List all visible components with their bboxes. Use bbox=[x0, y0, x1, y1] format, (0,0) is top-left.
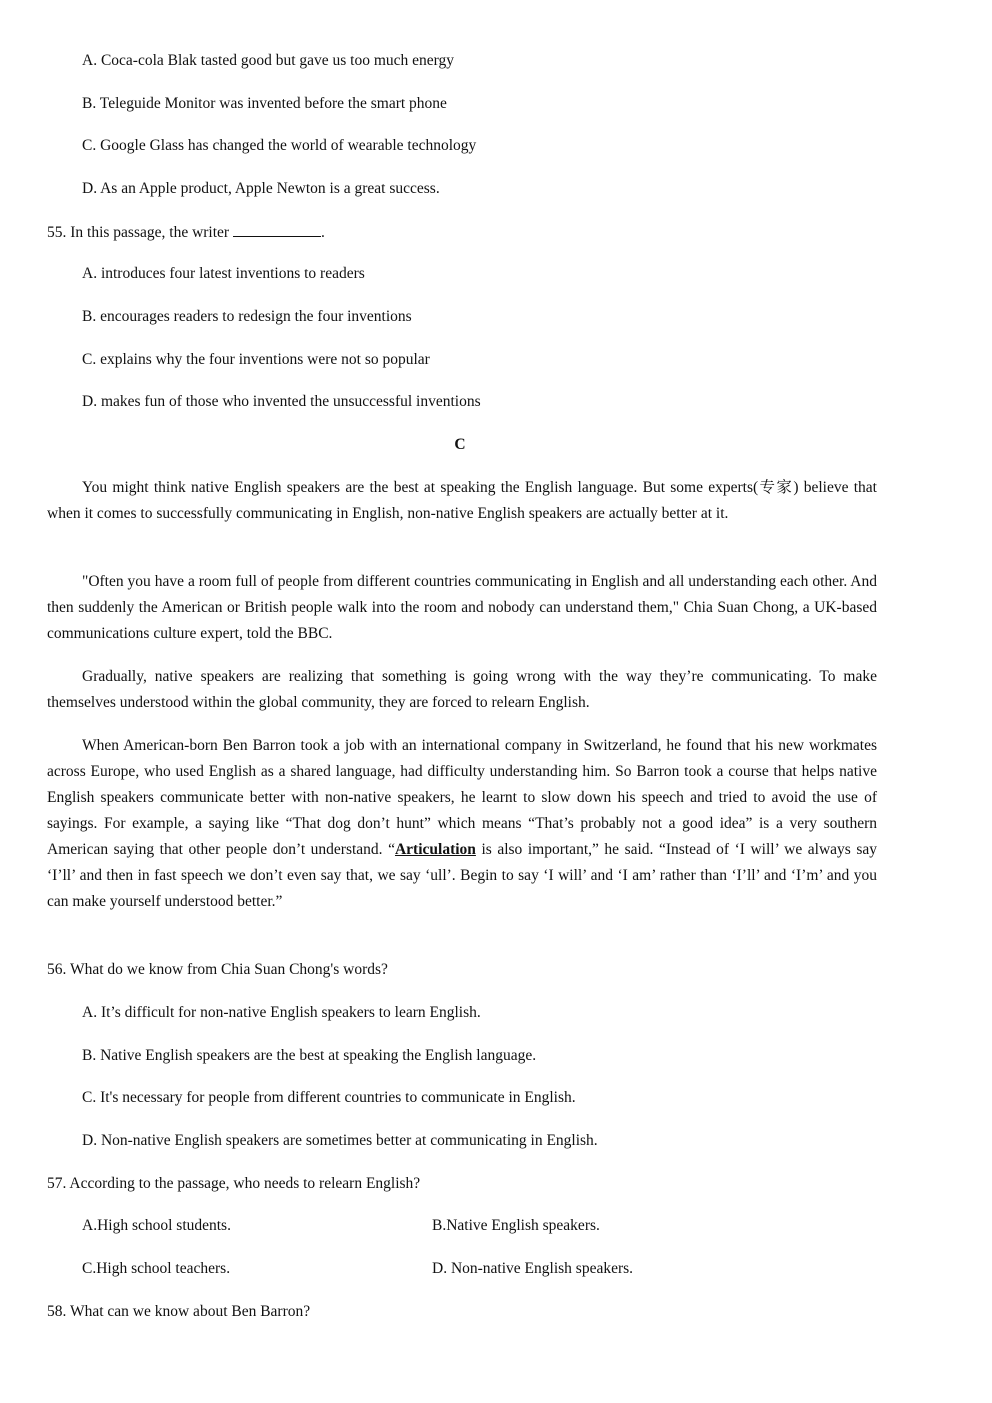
q57-stem: 57. According to the passage, who needs to relearn English? bbox=[47, 1175, 421, 1192]
q57-option-d: D. Non-native English speakers. bbox=[432, 1260, 634, 1277]
q58-stem: 58. What can we know about Ben Barron? bbox=[47, 1303, 311, 1320]
q55-stem-line bbox=[47, 222, 325, 243]
q54-option-b: B. Teleguide Monitor was invented before the smart phone bbox=[82, 95, 447, 112]
q55-option-d: D. makes fun of those who invented the unsuccessful inventions bbox=[82, 393, 481, 410]
answer-blank bbox=[233, 222, 321, 237]
q55-stem-end: . bbox=[320, 224, 325, 241]
keyword-articulation: Articulation bbox=[394, 841, 476, 858]
q57-option-c: C.High school teachers. bbox=[82, 1260, 231, 1277]
q55-stem: 55. In this passage, the writer bbox=[47, 224, 230, 241]
q56-option-c: C. It's necessary for people from different countries to communicate in English. bbox=[82, 1089, 576, 1106]
passage-paragraph-4 bbox=[47, 733, 877, 915]
passage-paragraph-3: Gradually, native speakers are realizing that something is going wrong with the way they’re communicating. To make themselves understood within the global community, they are forced to relearn English. bbox=[47, 668, 877, 711]
q55-option-c: C. explains why the four inventions were not so popular bbox=[82, 351, 430, 368]
passage-paragraph-1: You might think native English speakers are the best at speaking the English language. But some experts(专家) believe that when it comes to successfully communicating in English, non-native English speakers are actually better at it. bbox=[47, 479, 877, 522]
q57-option-a: A.High school students. bbox=[82, 1217, 231, 1234]
q57-option-b: B.Native English speakers. bbox=[432, 1217, 600, 1234]
q55-option-a: A. introduces four latest inventions to readers bbox=[82, 265, 365, 282]
q56-stem: 56. What do we know from Chia Suan Chong's words? bbox=[47, 961, 388, 978]
q56-option-d: D. Non-native English speakers are sometimes better at communicating in English. bbox=[82, 1132, 598, 1149]
q54-option-c: C. Google Glass has changed the world of wearable technology bbox=[82, 137, 477, 154]
q54-option-d: D. As an Apple product, Apple Newton is a great success. bbox=[82, 180, 440, 197]
paragraph-4-text-start: When American-born Ben Barron took a job with an international company in Switzerland, he found that his new workmates across Europe, who used English as a shared language, had difficulty understanding him. So Barron took a course that helps native English speakers communicate better with non-native speakers, he learnt to slow down his speech and tried to avoid the use of sayings. For example, a saying like “That dog don’t hunt” which means “That’s probably not a good idea” is a very southern American saying that other people don’t understand. “ bbox=[47, 737, 877, 858]
q56-option-b: B. Native English speakers are the best at speaking the English language. bbox=[82, 1047, 537, 1064]
passage-paragraph-2: "Often you have a room full of people from different countries communicating in English and all understanding each other. And then suddenly the American or British people walk into the room and nobody can understand them," Chia Suan Chong, a UK-based communications culture expert, told the BBC. bbox=[47, 573, 877, 642]
q55-option-b: B. encourages readers to redesign the four inventions bbox=[82, 308, 412, 325]
section-heading: C bbox=[454, 436, 466, 453]
paragraph-4-text-end: is also important,” he said. “Instead of ‘I will’ we always say ‘I’ll’ and then in fast speech we don’t even say that, we say ‘ull’. Begin to say ‘I will’ and ‘I am’ rather than ‘I’ll’ and ‘I’m’ and you can make yourself understood better.” bbox=[47, 841, 877, 910]
q56-option-a: A. It’s difficult for non-native English speakers to learn English. bbox=[82, 1004, 481, 1021]
q54-option-a: A. Coca-cola Blak tasted good but gave us too much energy bbox=[82, 52, 455, 69]
